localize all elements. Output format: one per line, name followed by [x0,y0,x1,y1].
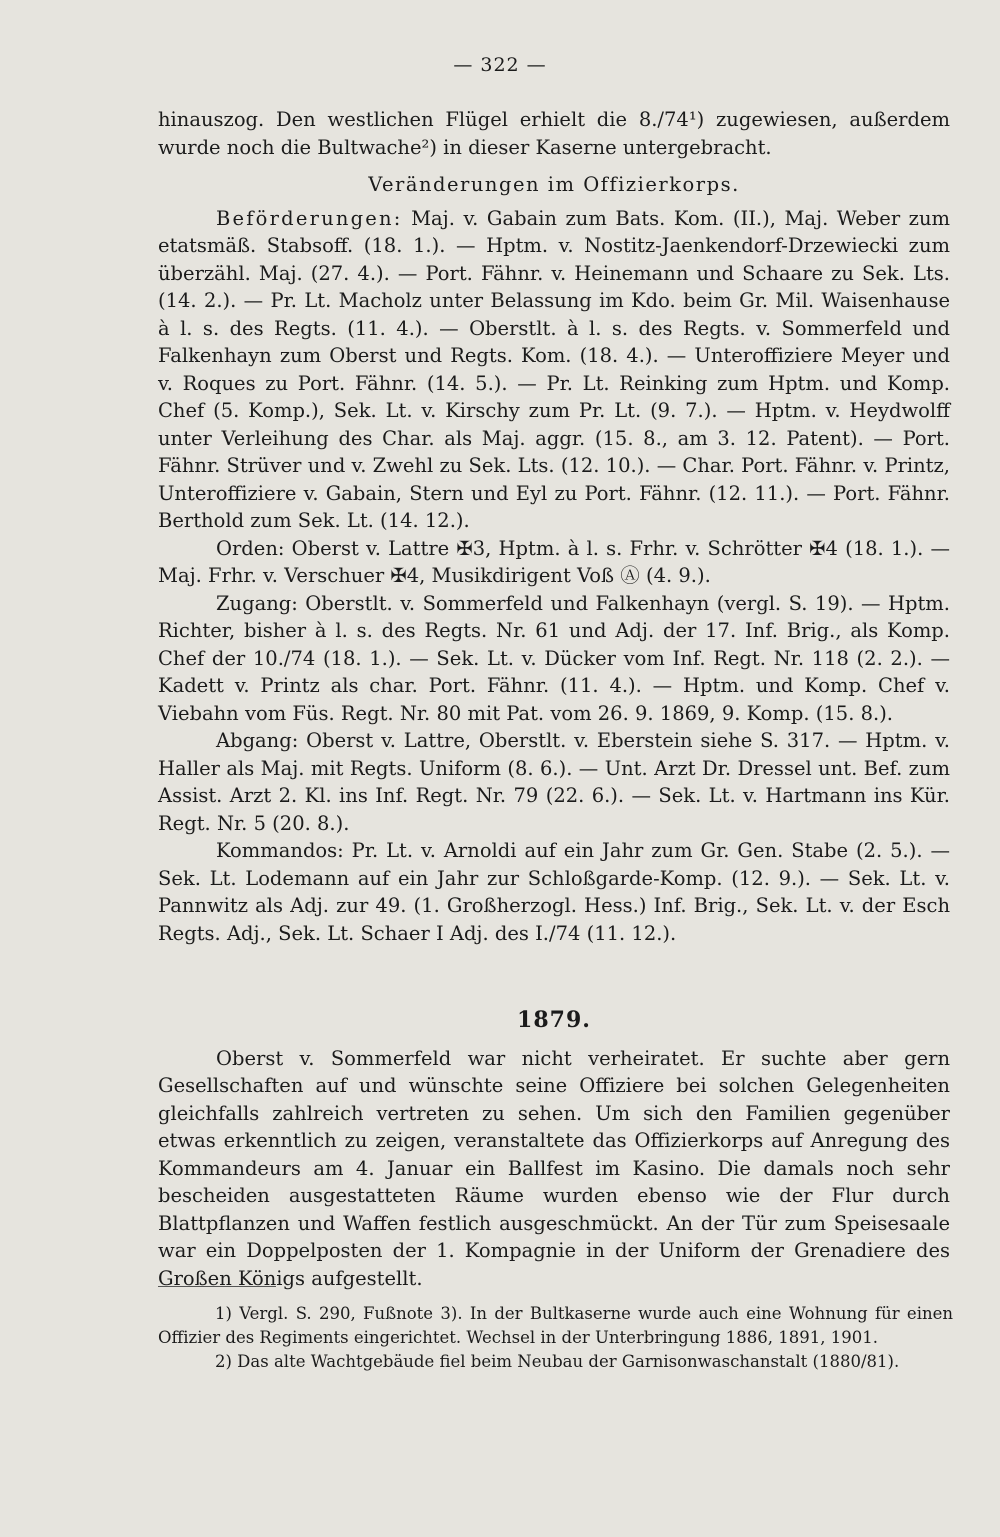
befoerderungen-text: Maj. v. Gabain zum Bats. Kom. (II.), Maj. Weber zum etatsmäß. Stabsoff. (18. 1.). — Hptm. v. Nostitz-Jaenkendorf-Drzewiecki zum überzähl. Maj. (27. 4.). — Port. Fähnr. v. Heinemann und Schaare zu Sek. Lts. (14. 2.). — Pr. Lt. Macholz unter Belassung im Kdo. beim Gr. Mil. Waisenhause à l. s. des Regts. (11. 4.). — Oberstlt. à l. s. des Regts. v. Sommerfeld und Falkenhayn zum Oberst und Regts. Kom. (18. 4.). — Unteroffiziere Meyer und v. Roques zu Port. Fähnr. (14. 5.). — Pr. Lt. Reinking zum Hptm. und Komp. Chef (5. Komp.), Sek. Lt. v. Kirschy zum Pr. Lt. (9. 7.). — Hptm. v. Heydwolff unter Verleihung des Char. als Maj. aggr. (15. 8., am 3. 12. Patent). — Port. Fähnr. Strüver und v. Zwehl zu Sek. Lts. (12. 10.). — Char. Port. Fähnr. v. Printz, Unteroffiziere v. Gabain, Stern und Eyl zu Port. Fähnr. (12. 11.). — Port. Fähnr. Berthold zum Sek. Lt. (14. 12.). [158,206,950,532]
zugang-label: Zugang: [216,591,298,615]
footnote-rule [158,1286,276,1287]
abgang-label: Abgang: [216,729,299,752]
main-text [158,106,950,1292]
zugang-text: Oberstlt. v. Sommerfeld und Falkenhayn (vergl. S. 19). — Hptm. Richter, bisher à l. s. des Regts. Nr. 61 und Adj. der 17. Inf. Brig., als Komp. Chef der 10./74 (18. 1.). — Sek. Lt. v. Dücker vom Inf. Regt. Nr. 118 (2. 2.). — Kadett v. Printz als char. Port. Fähnr. (11. 4.). — Hptm. und Komp. Chef v. Viebahn vom Füs. Regt. Nr. 80 mit Pat. vom 26. 9. 1869, 9. Komp. (15. 8.). [158,591,950,725]
footnote-2: 2) Das alte Wachtgebäude fiel beim Neubau der Garnisonwaschanstalt (1880/81). [215,1352,900,1371]
year-heading: 1879. [517,1007,591,1033]
kommandos-label: Kommandos: [216,839,344,862]
abgang-paragraph [158,727,950,837]
section-heading: Veränderungen im Offizierkorps. [368,173,740,196]
paragraph-1879: Oberst v. Sommerfeld war nicht verheiratet. Er suchte aber gern Gesellschaften auf und wünschte seine Offiziere bei solchen Gelegenheiten gleichfalls zahlreich vertreten zu sehen. Um sich den Familien gegenüber etwas erkenntlich zu zeigen, veranstaltete das Offizierkorps auf Anregung des Kommandeurs am 4. Januar ein Ballfest im Kasino. Die damals noch sehr bescheiden ausgestatteten Räume wurden ebenso wie der Flur durch Blattpflanzen und Waffen festlich ausgeschmückt. An der Tür zum Speisesaale war ein Doppelposten der 1. Kompagnie in der Uniform der Grenadiere des Großen Königs aufgestellt. [158,1046,950,1290]
abgang-text: Oberst v. Lattre, Oberstlt. v. Eberstein siehe S. 317. — Hptm. v. Haller als Maj. mit Regts. Uniform (8. 6.). — Unt. Arzt Dr. Dressel unt. Bef. zum Assist. Arzt 2. Kl. ins Inf. Regt. Nr. 79 (22. 6.). — Sek. Lt. v. Hartmann ins Kür. Regt. Nr. 5 (20. 8.). [158,729,950,835]
kommandos-paragraph [158,837,950,947]
footnotes [158,1302,953,1374]
orden-paragraph [158,535,950,590]
footnote-1: 1) Vergl. S. 290, Fußnote 3). In der Bultkaserne wurde auch eine Wohnung für einen Offizier des Regiments eingerichtet. Wechsel in der Unterbringung 1886, 1891, 1901. [158,1304,953,1347]
page-number: — 322 — [453,54,547,76]
befoerderungen-paragraph [158,205,950,535]
intro-paragraph: hinauszog. Den westlichen Flügel erhielt die 8./74¹) zugewiesen, außerdem wurde noch die Bultwache²) in dieser Kaserne untergebracht. [158,108,950,159]
kommandos-text: Pr. Lt. v. Arnoldi auf ein Jahr zum Gr. Gen. Stabe (2. 5.). — Sek. Lt. Lodemann auf ein Jahr zur Schloßgarde-Komp. (12. 9.). — Sek. Lt. v. Pannwitz als Adj. zur 49. (1. Großherzogl. Hess.) Inf. Brig., Sek. Lt. v. der Esch Regts. Adj., Sek. Lt. Schaer I Adj. des I./74 (11. 12.). [158,839,950,945]
befoerderungen-label: Beförderungen: [216,206,403,230]
orden-label: Orden: [216,536,285,560]
orden-text: Oberst v. Lattre ✠3, Hptm. à l. s. Frhr. v. Schrötter ✠4 (18. 1.). — Maj. Frhr. v. Verschuer ✠4, Musikdirigent Voß Ⓐ (4. 9.). [158,536,950,587]
zugang-paragraph [158,590,950,728]
